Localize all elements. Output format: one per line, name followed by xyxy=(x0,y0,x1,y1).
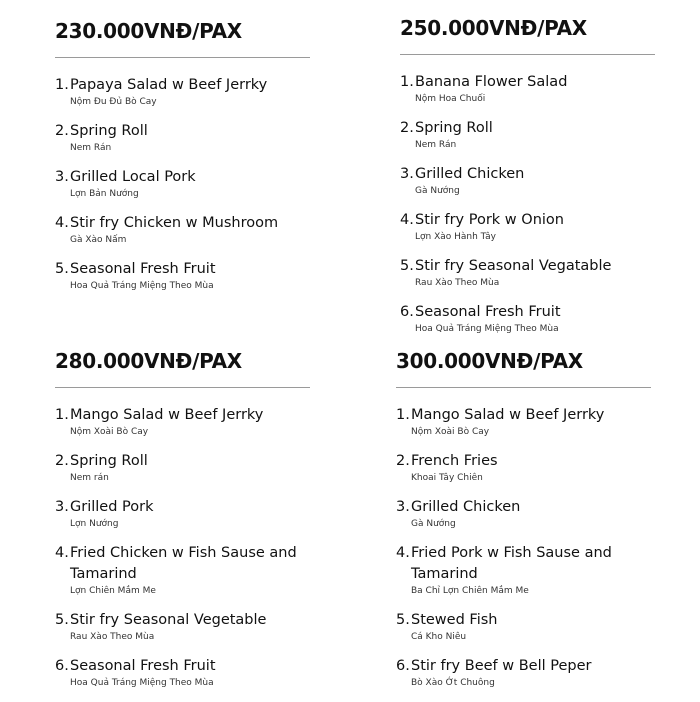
dish-number: 5. xyxy=(396,612,410,628)
dish-item xyxy=(55,610,310,644)
dish-list xyxy=(55,75,310,293)
divider-line xyxy=(55,57,310,58)
dish-name: Stewed Fish xyxy=(411,612,498,628)
dish-number: 1. xyxy=(55,407,69,423)
dish-name: Seasonal Fresh Fruit xyxy=(415,304,561,320)
dish-number: 6. xyxy=(400,304,414,320)
dish-vietnamese-name: Gà Nướng xyxy=(411,519,456,529)
divider-line xyxy=(55,387,310,388)
dish-number: 5. xyxy=(55,612,69,628)
dish-item xyxy=(396,497,651,531)
dish-number: 6. xyxy=(396,658,410,674)
dish-vietnamese-name: Nộm Đu Đủ Bò Cay xyxy=(70,97,157,107)
dish-vietnamese-name: Lợn Bản Nướng xyxy=(70,189,139,199)
menu-block-280k xyxy=(55,349,310,702)
dish-name: Grilled Chicken xyxy=(411,499,521,515)
dish-vietnamese-name: Nem rán xyxy=(70,473,109,483)
dish-item xyxy=(55,167,310,201)
dish-list xyxy=(396,405,651,690)
dish-vietnamese-name: Hoa Quả Tráng Miệng Theo Mùa xyxy=(70,281,214,291)
dish-item xyxy=(55,259,310,293)
dish-item xyxy=(55,213,310,247)
dish-item xyxy=(55,405,310,439)
dish-name: Stir fry Pork w Onion xyxy=(415,212,564,228)
dish-vietnamese-name: Cá Kho Niêu xyxy=(411,632,467,642)
dish-item xyxy=(55,75,310,109)
dish-name: Stir fry Seasonal Vegatable xyxy=(415,258,612,274)
dish-item xyxy=(396,405,651,439)
dish-name: Seasonal Fresh Fruit xyxy=(70,658,216,674)
dish-name: Grilled Pork xyxy=(70,499,154,515)
dish-vietnamese-name: Nem Rán xyxy=(70,143,112,153)
dish-number: 2. xyxy=(400,120,414,136)
dish-number: 3. xyxy=(396,499,410,515)
dish-vietnamese-name: Nộm Hoa Chuối xyxy=(415,94,486,104)
dish-name: Fried Chicken w Fish Sause and Tamarind xyxy=(70,545,297,582)
dish-vietnamese-name: Gà Xào Nấm xyxy=(70,235,127,245)
dish-item xyxy=(396,451,651,485)
dish-vietnamese-name: Nộm Xoài Bò Cay xyxy=(70,427,149,437)
dish-name: Papaya Salad w Beef Jerrky xyxy=(70,77,268,93)
dish-vietnamese-name: Rau Xào Theo Mùa xyxy=(415,278,500,288)
dish-name: Seasonal Fresh Fruit xyxy=(70,261,216,277)
dish-vietnamese-name: Lợn Nướng xyxy=(70,519,119,529)
dish-list xyxy=(400,72,655,336)
dish-item xyxy=(400,210,655,244)
dish-item xyxy=(55,451,310,485)
dish-name: Mango Salad w Beef Jerrky xyxy=(70,407,264,423)
dish-name: Fried Pork w Fish Sause and Tamarind xyxy=(411,545,612,582)
dish-name: Stir fry Seasonal Vegetable xyxy=(70,612,267,628)
dish-item xyxy=(400,302,655,336)
menu-price-heading: 280.000VNĐ/PAX xyxy=(55,349,242,373)
dish-name: Stir fry Beef w Bell Peper xyxy=(411,658,592,674)
menu-block-300k xyxy=(396,349,651,702)
dish-name: Mango Salad w Beef Jerrky xyxy=(411,407,605,423)
dish-number: 1. xyxy=(396,407,410,423)
dish-number: 2. xyxy=(396,453,410,469)
dish-vietnamese-name: Lợn Xào Hành Tây xyxy=(415,232,496,242)
dish-item xyxy=(400,164,655,198)
dish-number: 2. xyxy=(55,123,69,139)
dish-number: 4. xyxy=(400,212,414,228)
dish-vietnamese-name: Lợn Chiên Mắm Me xyxy=(70,586,156,596)
menu-price-heading: 250.000VNĐ/PAX xyxy=(400,16,587,40)
dish-name: Spring Roll xyxy=(70,453,148,469)
dish-number: 4. xyxy=(55,545,69,561)
menu-price-heading: 300.000VNĐ/PAX xyxy=(396,349,583,373)
dish-vietnamese-name: Hoa Quả Tráng Miệng Theo Mùa xyxy=(415,324,559,334)
dish-vietnamese-name: Khoai Tây Chiên xyxy=(411,473,483,483)
menu-block-250k xyxy=(400,16,655,348)
dish-name: Grilled Local Pork xyxy=(70,169,196,185)
dish-vietnamese-name: Ba Chỉ Lợn Chiên Mắm Me xyxy=(411,586,529,596)
divider-line xyxy=(400,54,655,55)
dish-item xyxy=(55,656,310,690)
dish-name: Stir fry Chicken w Mushroom xyxy=(70,215,279,231)
dish-item xyxy=(55,497,310,531)
dish-number: 5. xyxy=(55,261,69,277)
dish-number: 3. xyxy=(400,166,414,182)
dish-number: 3. xyxy=(55,499,69,515)
dish-item xyxy=(400,72,655,106)
dish-name: Spring Roll xyxy=(70,123,148,139)
dish-item xyxy=(400,118,655,152)
dish-item xyxy=(396,610,651,644)
dish-number: 1. xyxy=(55,77,69,93)
dish-vietnamese-name: Gà Nướng xyxy=(415,186,460,196)
dish-list xyxy=(55,405,310,690)
dish-item xyxy=(55,121,310,155)
dish-number: 3. xyxy=(55,169,69,185)
dish-number: 1. xyxy=(400,74,414,90)
dish-name: Banana Flower Salad xyxy=(415,74,568,90)
dish-number: 5. xyxy=(400,258,414,274)
dish-number: 4. xyxy=(55,215,69,231)
dish-vietnamese-name: Nộm Xoài Bò Cay xyxy=(411,427,490,437)
dish-vietnamese-name: Hoa Quả Tráng Miệng Theo Mùa xyxy=(70,678,214,688)
divider-line xyxy=(396,387,651,388)
dish-name: Grilled Chicken xyxy=(415,166,525,182)
menu-price-heading: 230.000VNĐ/PAX xyxy=(55,19,242,43)
dish-number: 2. xyxy=(55,453,69,469)
dish-item xyxy=(55,543,310,598)
dish-name: Spring Roll xyxy=(415,120,493,136)
dish-name: French Fries xyxy=(411,453,498,469)
dish-vietnamese-name: Bò Xào Ớt Chuông xyxy=(411,678,495,688)
dish-number: 6. xyxy=(55,658,69,674)
dish-vietnamese-name: Rau Xào Theo Mùa xyxy=(70,632,155,642)
dish-item xyxy=(396,543,651,598)
menu-block-230k xyxy=(55,19,310,305)
dish-item xyxy=(400,256,655,290)
dish-vietnamese-name: Nem Rán xyxy=(415,140,457,150)
dish-item xyxy=(396,656,651,690)
dish-number: 4. xyxy=(396,545,410,561)
